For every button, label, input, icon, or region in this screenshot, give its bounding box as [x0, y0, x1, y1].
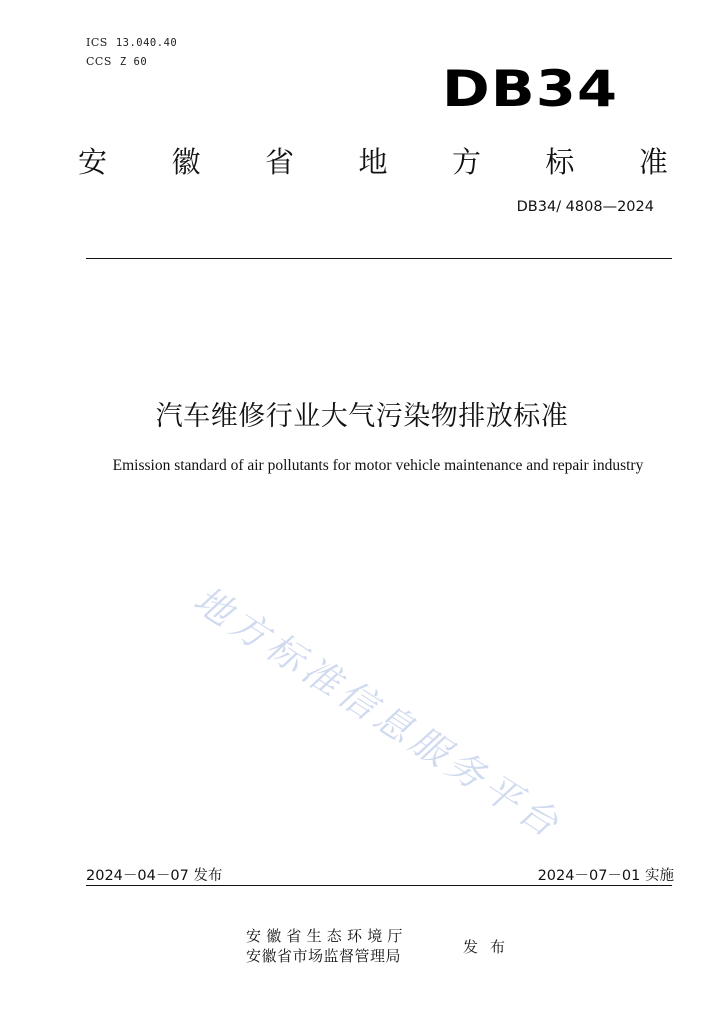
- implement-date: 2024－07－01 实施: [537, 868, 674, 884]
- standard-type-char: 准: [638, 145, 668, 179]
- ccs-code: Z 60: [119, 56, 148, 68]
- ics-line: [86, 36, 177, 49]
- issuer-ecology-dept: 安徽省生态环境厅: [246, 927, 408, 945]
- watermark: 地方标准信息服务平台: [186, 577, 571, 849]
- standard-type-char: 安: [78, 145, 108, 179]
- ics-label: ICS: [86, 36, 108, 49]
- standard-type-char: 省: [264, 145, 294, 179]
- standard-type-char: 方: [451, 145, 481, 179]
- db34-logo: DB34: [441, 60, 618, 118]
- ics-code: 13.040.40: [115, 37, 178, 49]
- issuer-market-bureau: 安徽省市场监督管理局: [246, 947, 402, 965]
- standard-type: [78, 140, 668, 181]
- bottom-divider: [86, 885, 672, 886]
- standard-type-char: 标: [545, 145, 575, 179]
- standard-type-char: 地: [358, 145, 388, 179]
- top-divider: [86, 258, 672, 259]
- title-chinese: 汽车维修行业大气污染物排放标准: [155, 401, 569, 432]
- standard-number: DB34/ 4808—2024: [516, 199, 654, 215]
- release-date: 2024－04－07 发布: [86, 868, 223, 884]
- ccs-label: CCS: [86, 55, 112, 68]
- standard-type-char: 徽: [171, 145, 201, 179]
- issuers: [246, 926, 408, 966]
- title-english: Emission standard of air pollutants for motor vehicle maintenance and repair industry: [112, 457, 644, 474]
- publish-label: 发布: [463, 938, 518, 956]
- ccs-line: [86, 55, 147, 68]
